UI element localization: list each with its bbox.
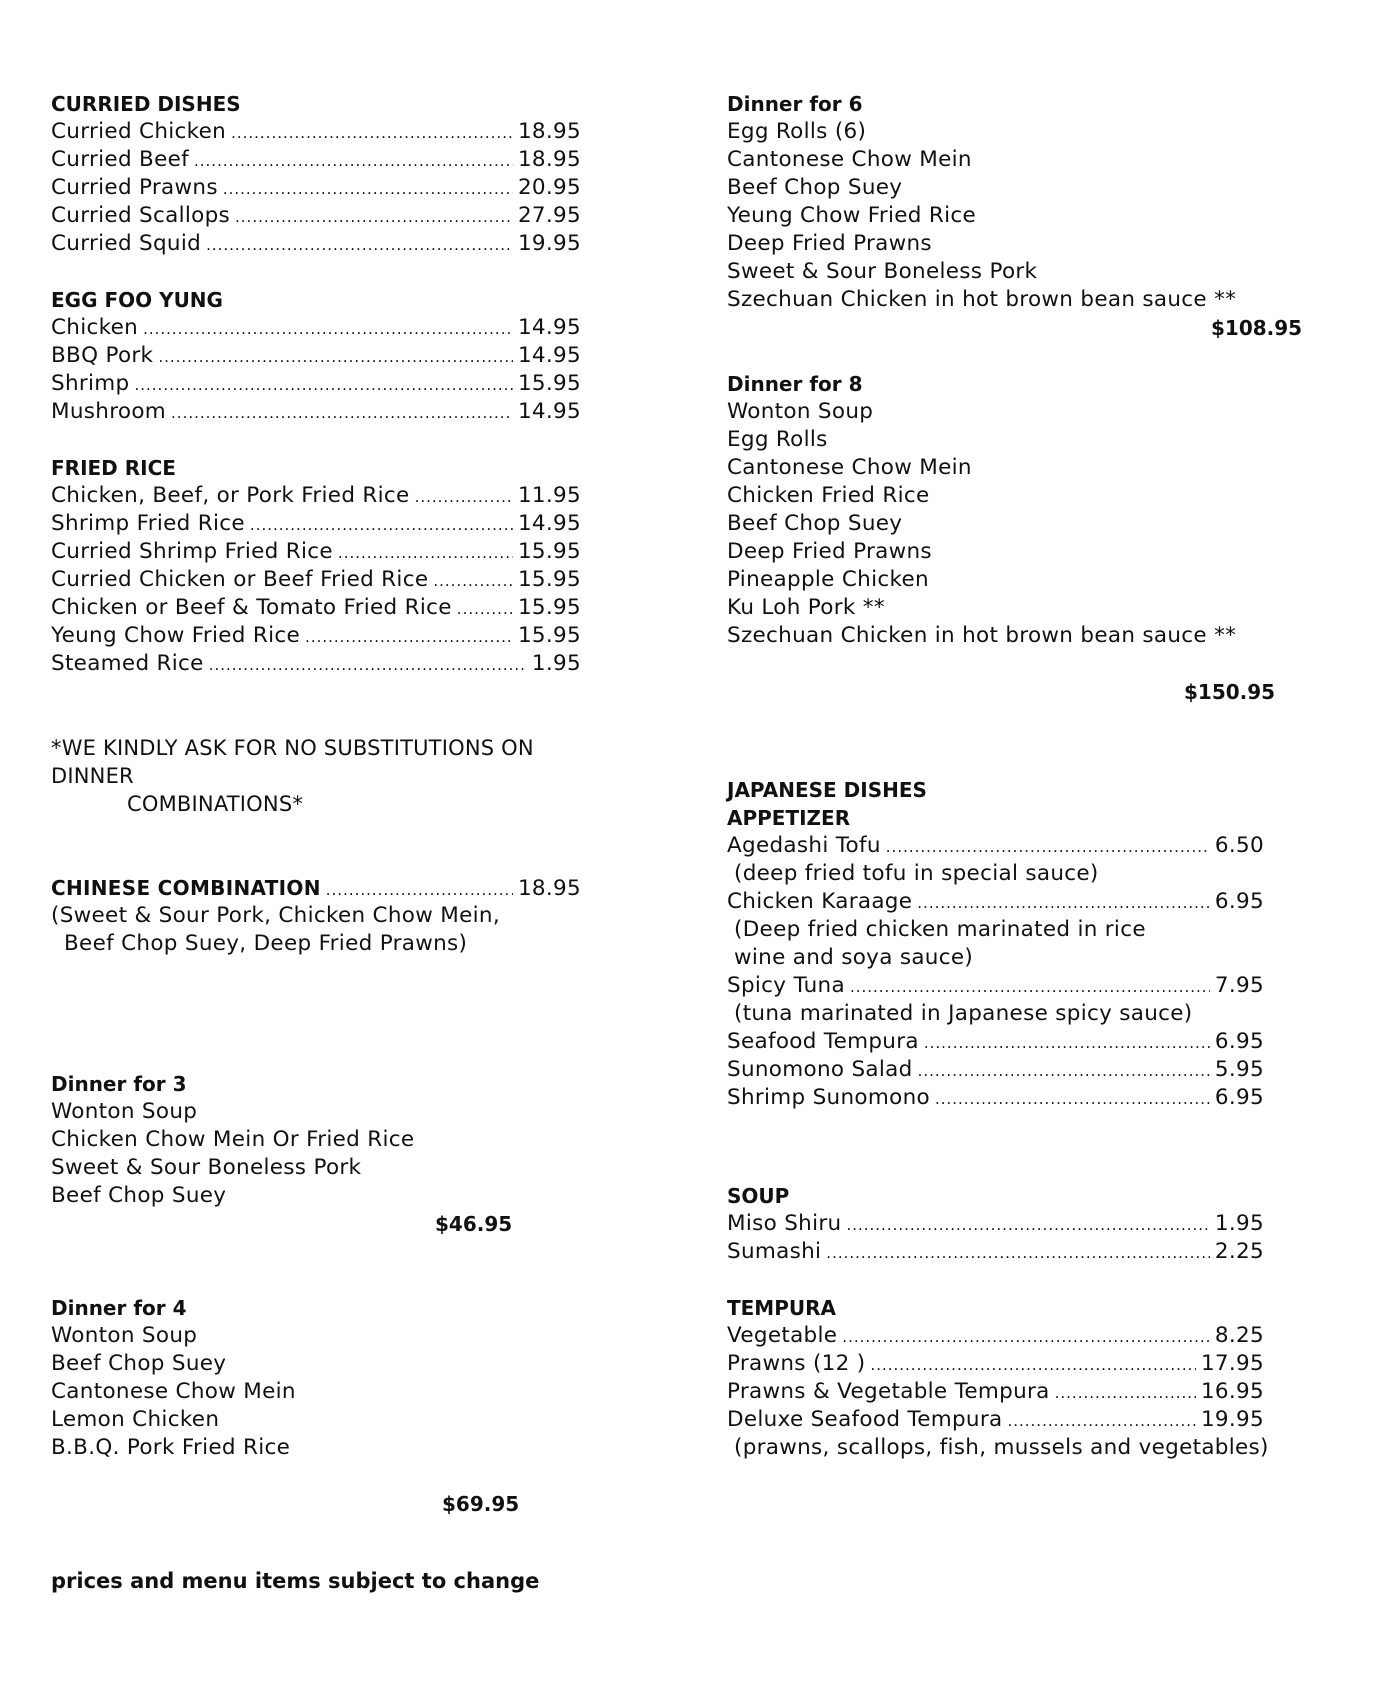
item-desc: wine and soya sauce) xyxy=(734,945,974,970)
menu-item: Shrimp Fried Rice ..... 14.95 xyxy=(51,510,581,538)
menu-item: Chicken Karaage ..... 6.95 xyxy=(727,888,1264,916)
menu-item: Curried Beef ..... 18.95 xyxy=(51,146,581,174)
chinese-combination: CHINESE COMBINATION ..... 18.95 xyxy=(51,874,581,902)
list-item: Cantonese Chow Mein xyxy=(727,147,972,172)
dinner-for-3-price: $46.95 xyxy=(435,1212,513,1236)
list-item: Sweet & Sour Boneless Pork xyxy=(51,1155,362,1180)
menu-item: Sumashi ..... 2.25 xyxy=(727,1238,1264,1266)
list-item: Deep Fried Prawns xyxy=(727,231,932,256)
section-title-japanese: JAPANESE DISHES xyxy=(727,778,927,802)
list-item: Pineapple Chicken xyxy=(727,567,929,592)
menu-item: Spicy Tuna ..... 7.95 xyxy=(727,972,1264,1000)
menu-item: Prawns (12 ) ..... 17.95 xyxy=(727,1350,1264,1378)
list-item: Szechuan Chicken in hot brown bean sauce ** xyxy=(727,623,1237,648)
dinner-for-3-title: Dinner for 3 xyxy=(51,1072,187,1096)
section-title-egg-foo-yung: EGG FOO YUNG xyxy=(51,288,223,312)
menu-item: Curried Scallops ..... 27.95 xyxy=(51,202,581,230)
section-title-soup: SOUP xyxy=(727,1184,790,1208)
menu-item: Chicken, Beef, or Pork Fried Rice ..... 11.95 xyxy=(51,482,581,510)
list-item: Deep Fried Prawns xyxy=(727,539,932,564)
dinner-for-8-price: $150.95 xyxy=(1184,680,1276,704)
menu-item: Yeung Chow Fried Rice ..... 15.95 xyxy=(51,622,581,650)
list-item: B.B.Q. Pork Fried Rice xyxy=(51,1435,291,1460)
list-item: Wonton Soup xyxy=(51,1323,198,1348)
footer-note: prices and menu items subject to change xyxy=(51,1569,540,1593)
item-desc: (prawns, scallops, fish, mussels and vegetables) xyxy=(734,1435,1269,1460)
list-item: Sweet & Sour Boneless Pork xyxy=(727,259,1038,284)
left-column xyxy=(51,90,581,1518)
list-item: Yeung Chow Fried Rice xyxy=(727,203,977,228)
menu-item: Prawns & Vegetable Tempura ..... 16.95 xyxy=(727,1378,1264,1406)
list-item: Wonton Soup xyxy=(51,1099,198,1124)
dinner-for-4-title: Dinner for 4 xyxy=(51,1296,187,1320)
dinner-for-4-price: $69.95 xyxy=(442,1492,520,1516)
menu-item: Seafood Tempura ..... 6.95 xyxy=(727,1028,1264,1056)
section-subtitle-appetizer: APPETIZER xyxy=(727,806,851,830)
section-title-fried-rice: FRIED RICE xyxy=(51,456,176,480)
menu-item: Curried Shrimp Fried Rice ..... 15.95 xyxy=(51,538,581,566)
section-title-tempura: TEMPURA xyxy=(727,1296,836,1320)
dinner-for-8-title: Dinner for 8 xyxy=(727,372,863,396)
list-item: Szechuan Chicken in hot brown bean sauce ** xyxy=(727,287,1237,312)
list-item: Egg Rolls xyxy=(727,427,828,452)
menu-item: Shrimp ..... 15.95 xyxy=(51,370,581,398)
list-item: Cantonese Chow Mein xyxy=(727,455,972,480)
menu-item: Sunomono Salad ..... 5.95 xyxy=(727,1056,1264,1084)
list-item: Beef Chop Suey xyxy=(51,1183,227,1208)
section-title-curried: CURRIED DISHES xyxy=(51,92,241,116)
menu-item: Deluxe Seafood Tempura ..... 19.95 xyxy=(727,1406,1264,1434)
menu-item: Agedashi Tofu ..... 6.50 xyxy=(727,832,1264,860)
list-item: Lemon Chicken xyxy=(51,1407,220,1432)
menu-item: Curried Chicken or Beef Fried Rice ..... 15.95 xyxy=(51,566,581,594)
menu-item: Steamed Rice ..... 1.95 xyxy=(51,650,581,678)
item-desc: (Deep fried chicken marinated in rice xyxy=(734,917,1146,942)
item-desc: (deep fried tofu in special sauce) xyxy=(734,861,1099,886)
combination-desc: (Sweet & Sour Pork, Chicken Chow Mein, xyxy=(51,903,500,928)
list-item: Chicken Chow Mein Or Fried Rice xyxy=(51,1127,415,1152)
menu-item: Chicken ..... 14.95 xyxy=(51,314,581,342)
menu-item: Curried Squid ..... 19.95 xyxy=(51,230,581,258)
menu-item: Shrimp Sunomono ..... 6.95 xyxy=(727,1084,1264,1112)
menu-item: Curried Chicken ..... 18.95 xyxy=(51,118,581,146)
list-item: Beef Chop Suey xyxy=(727,175,903,200)
menu-item: Vegetable ..... 8.25 xyxy=(727,1322,1264,1350)
list-item: Cantonese Chow Mein xyxy=(51,1379,296,1404)
menu-item: Miso Shiru ..... 1.95 xyxy=(727,1210,1264,1238)
menu-item: Mushroom ..... 14.95 xyxy=(51,398,581,426)
menu-item: BBQ Pork ..... 14.95 xyxy=(51,342,581,370)
list-item: Beef Chop Suey xyxy=(727,511,903,536)
menu-item: Curried Prawns ..... 20.95 xyxy=(51,174,581,202)
right-column xyxy=(727,90,1307,1462)
list-item: Beef Chop Suey xyxy=(51,1351,227,1376)
item-desc: (tuna marinated in Japanese spicy sauce) xyxy=(734,1001,1193,1026)
list-item: Chicken Fried Rice xyxy=(727,483,930,508)
japanese-section xyxy=(727,776,1269,1462)
combination-desc: Beef Chop Suey, Deep Fried Prawns) xyxy=(64,931,468,956)
menu-item: Chicken or Beef & Tomato Fried Rice ..... 15.95 xyxy=(51,594,581,622)
dinner-for-6-price: $108.95 xyxy=(1211,316,1303,340)
list-item: Wonton Soup xyxy=(727,399,874,424)
substitution-notice: *WE KINDLY ASK FOR NO SUBSTITUTIONS ON DINNER COMBINATIONS* xyxy=(51,736,534,816)
list-item: Egg Rolls (6) xyxy=(727,119,867,144)
list-item: Ku Loh Pork ** xyxy=(727,595,885,620)
dinner-for-6-title: Dinner for 6 xyxy=(727,92,863,116)
